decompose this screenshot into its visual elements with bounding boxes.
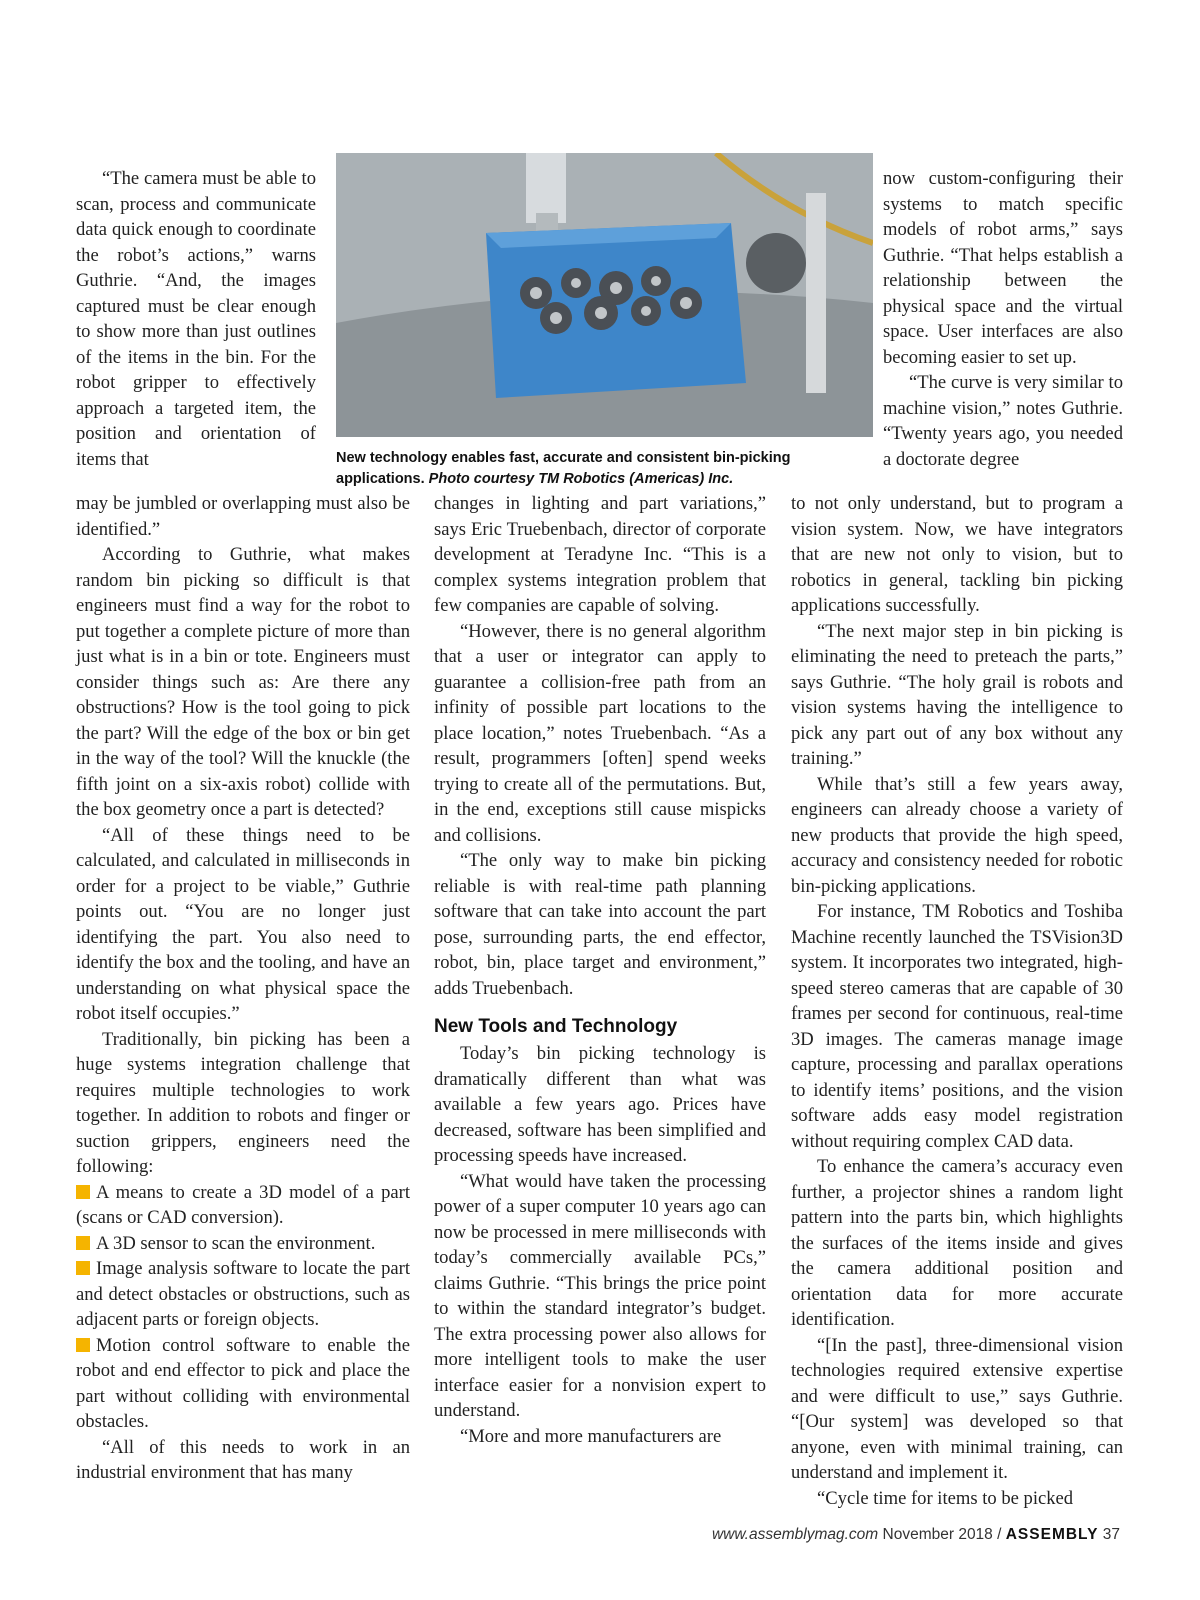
bin-picking-photo: [336, 153, 873, 437]
paragraph: “[In the past], three-dimensional vision technologies required extensive expertise and were difficult to use,” says Guthrie. “[Our system] was developed so that anyone, even with minimal training, can understand and implement it.: [791, 1334, 1123, 1483]
paragraph: “What would have taken the processing power of a super computer 10 years ago can now be processed in mere milliseconds with today’s commercially available PCs,” claims Guthrie. “This brings the price point to within the standard integrator’s budget. The extra processing power also allows for more intelligent tools to make the user interface easier for a nonvision expert to understand.: [434, 1170, 766, 1421]
paragraph: Traditionally, bin picking has been a huge systems integration challenge that requires multiple technologies to work together. In addition to robots and finger or suction grippers, engineers need the following:: [76, 1028, 410, 1177]
footer-issue: November 2018 /: [882, 1526, 1002, 1543]
column-2: [434, 491, 766, 1449]
bullet-item: Motion control software to enable the robot and end effector to pick and place the part without colliding with environmental obstacles.: [76, 1334, 410, 1432]
bullet-item: A means to create a 3D model of a part (scans or CAD conversion).: [76, 1181, 410, 1228]
paragraph: changes in lighting and part variations,” says Eric Truebenbach, director of corporate development at Teradyne Inc. “This is a complex systems integration problem that few companies are capable of solving.: [434, 493, 766, 616]
bullet-square-icon: [76, 1185, 90, 1199]
page-number: 37: [1102, 1526, 1120, 1543]
paragraph: For instance, TM Robotics and Toshiba Machine recently launched the TSVision3D system. It incorporates two integrated, high-speed stereo cameras that are capable of 30 frames per second for continuous, real-time 3D images. The cameras manage image capture, processing and parallax operations to identify items’ positions, and the vision software adds easy model registration without requiring complex CAD data.: [791, 901, 1123, 1152]
paragraph: While that’s still a few years away, engineers can already choose a variety of new products that provide the high speed, accuracy and consistency needed for robotic bin-picking applications.: [791, 773, 1123, 897]
paragraph: now custom-configuring their systems to match specific models of robot arms,” says Guthrie. “That helps establish a relationship between the physical space and the virtual space. User interfaces are also becoming easier to set up.: [883, 168, 1123, 368]
robot-bin-illustration: [336, 153, 873, 437]
column-1: [76, 491, 410, 1486]
paragraph: “The only way to make bin picking reliable is with real-time path planning software that can take into account the part pose, surrounding parts, the end effector, robot, bin, place target and environment,” adds Truebenbach.: [434, 850, 766, 999]
magazine-name: ASSEMBLY: [1005, 1526, 1099, 1543]
column-1-top: [76, 166, 316, 472]
bullet-item: A 3D sensor to scan the environment.: [76, 1231, 410, 1257]
caption-text: New technology enables fast, accurate and consistent bin-picking applications.: [336, 450, 791, 487]
column-3-top: [883, 166, 1123, 472]
paragraph: “The curve is very similar to machine vision,” notes Guthrie. “Twenty years ago, you needed a doctorate degree: [883, 372, 1123, 470]
paragraph: “However, there is no general algorithm that a user or integrator can apply to guarantee a collision-free path from an infinity of possible part locations to the place location,” notes Truebenbach. “As a result, programmers [often] spend weeks trying to create all of the permutations. But, in the end, exceptions still cause mispicks and collisions.: [434, 620, 766, 846]
footer-url: www.assemblymag.com: [711, 1526, 879, 1543]
paragraph: to not only understand, but to program a vision system. Now, we have integrators that are new not only to vision, but to robotics in general, tackling bin picking applications successfully.: [791, 493, 1123, 616]
bullet-square-icon: [76, 1338, 90, 1352]
bullet-square-icon: [76, 1236, 90, 1250]
caption-credit: Photo courtesy TM Robotics (Americas) Inc.: [428, 471, 734, 487]
bullet-square-icon: [76, 1261, 90, 1275]
column-3: [791, 491, 1123, 1511]
paragraph: To enhance the camera’s accuracy even further, a projector shines a random light pattern into the parts bin, which highlights the surfaces of the items inside and gives the camera additional position and orientation data for more accurate identification.: [791, 1156, 1123, 1330]
paragraph: “Cycle time for items to be picked: [817, 1487, 1074, 1509]
page-footer: [712, 1526, 1120, 1544]
bullet-item: Image analysis software to locate the part and detect obstacles or obstructions, such as adjacent parts or foreign objects.: [76, 1258, 410, 1330]
paragraph: “The next major step in bin picking is eliminating the need to preteach the parts,” says Guthrie. “The holy grail is robots and vision systems having the intelligence to pick any part out of any box without any training.”: [791, 620, 1123, 769]
paragraph: Today’s bin picking technology is dramatically different than what was available a few years ago. Prices have decreased, software has been simplified and processing speeds have increased.: [434, 1043, 766, 1166]
photo-caption: [336, 448, 876, 490]
paragraph: may be jumbled or overlapping must also be identified.”: [76, 493, 410, 540]
paragraph: According to Guthrie, what makes random bin picking so difficult is that engineers must find a way for the robot to put together a complete picture of more than just what is in a bin or tote. Engineers must consider things such as: Are there any obstructions? How is the tool going to pick the part? Will the edge of the box or bin get in the way of the tool? Will the knuckle (the fifth joint on a six-axis robot) collide with the box geometry once a part is detected?: [76, 544, 410, 820]
paragraph: “All of this needs to work in an industrial environment that has many: [76, 1436, 410, 1483]
paragraph: “More and more manufacturers are: [460, 1425, 722, 1447]
section-heading: New Tools and Technology: [434, 1016, 678, 1037]
paragraph: “All of these things need to be calculated, and calculated in milliseconds in order for a project to be viable,” Guthrie points out. “You are no longer just identifying the part. You also need to identify the box and the tooling, and have an understanding on what physical space the robot itself occupies.”: [76, 824, 410, 1024]
paragraph: “The camera must be able to scan, process and communicate data quick enough to coordinate the robot’s actions,” warns Guthrie. “And, the images captured must be clear enough to show more than just outlines of the items in the bin. For the robot gripper to effectively approach a targeted item, the position and orientation of items that: [76, 168, 316, 470]
